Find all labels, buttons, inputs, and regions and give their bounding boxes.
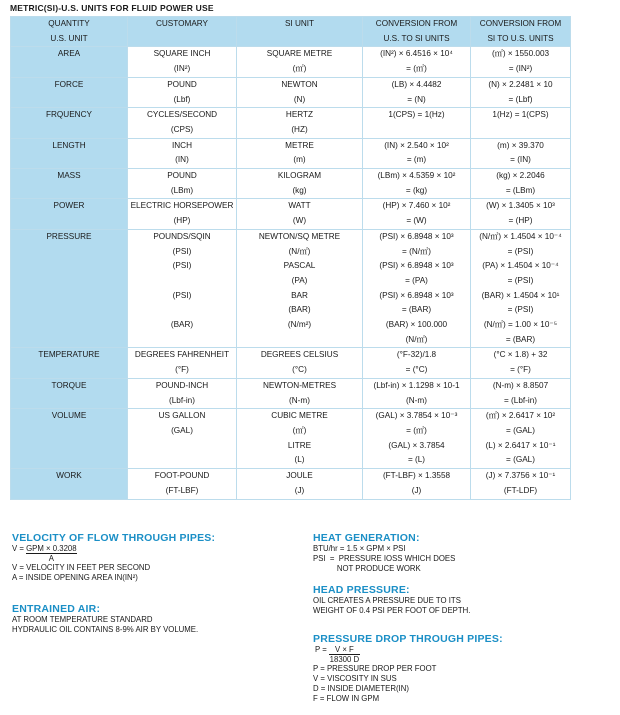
unit-cell: (kg) xyxy=(237,184,363,199)
unit-cell: (㎡) × 2.6417 × 10² xyxy=(471,409,571,424)
entrained-air-section xyxy=(12,603,302,635)
pressure-drop-fraction: $\frac{V \times F}{18300 D}$ xyxy=(329,645,360,664)
unit-cell: (N-m) × 8.8507 xyxy=(471,378,571,393)
unit-cell: (PA) × 1.4504 × 10⁻⁴ xyxy=(471,259,571,274)
header-row xyxy=(11,17,571,32)
text-line: WEIGHT OF 0.4 PSI PER FOOT OF DEPTH. xyxy=(313,606,471,615)
unit-cell: (kg) × 2.2046 xyxy=(471,169,571,184)
unit-cell: DEGREES FAHRENHEIT xyxy=(128,348,237,363)
unit-cell: = (m) xyxy=(363,153,471,168)
velocity-title: VELOCITY OF FLOW THROUGH PIPES: xyxy=(12,532,216,544)
unit-cell: (LBm) xyxy=(128,184,237,199)
pressure-drop-title: PRESSURE DROP THROUGH PIPES: xyxy=(313,633,503,645)
velocity-section xyxy=(12,532,302,583)
unit-cell: = (BAR) xyxy=(363,303,471,318)
unit-cell: (Lbf-in) × 1.1298 × 10-1 xyxy=(363,378,471,393)
unit-cell: (Lbf-in) xyxy=(128,394,237,409)
text-line: NOT PRODUCE WORK xyxy=(313,564,421,573)
head-pressure-title: HEAD PRESSURE: xyxy=(313,584,410,596)
unit-cell: (J) × 7.3756 × 10⁻¹ xyxy=(471,469,571,484)
unit-cell: (HP) xyxy=(128,214,237,229)
unit-cell: (N) xyxy=(237,93,363,108)
unit-cell xyxy=(237,333,363,348)
unit-cell: (FT-LBF) xyxy=(128,484,237,499)
quantity-cell: WORK xyxy=(11,469,128,499)
head-pressure-lines xyxy=(313,596,613,616)
unit-cell: (PA) xyxy=(237,274,363,289)
unit-cell: = (°C) xyxy=(363,363,471,378)
unit-cell: = (BAR) xyxy=(471,333,571,348)
unit-cell: (J) xyxy=(237,484,363,499)
unit-cell: = (Lbf-in) xyxy=(471,394,571,409)
unit-cell: (㎡) xyxy=(237,62,363,77)
unit-cell: (°F) xyxy=(128,363,237,378)
unit-cell: NEWTON/SQ METRE xyxy=(237,229,363,244)
unit-cell: (Lbf) xyxy=(128,93,237,108)
table-row xyxy=(11,199,571,214)
unit-cell: NEWTON xyxy=(237,77,363,92)
unit-cell: INCH xyxy=(128,138,237,153)
unit-cell: (PSI) xyxy=(128,289,237,304)
text-line: F = FLOW IN GPM xyxy=(313,694,380,703)
unit-cell: = (㎡) xyxy=(363,424,471,439)
unit-cell: (PSI) xyxy=(128,245,237,260)
unit-cell: (FT-LBF) × 1.3558 xyxy=(363,469,471,484)
unit-cell: (GAL) × 3.7854 × 10⁻³ xyxy=(363,409,471,424)
column-header: U.S. UNIT xyxy=(11,32,128,47)
unit-cell: (BAR) xyxy=(237,303,363,318)
text-line: OIL CREATES A PRESSURE DUE TO ITS xyxy=(313,596,461,605)
unit-cell: (GAL) xyxy=(128,424,237,439)
unit-cell: = (PA) xyxy=(363,274,471,289)
quantity-cell: TEMPERATURE xyxy=(11,348,128,378)
table-row xyxy=(11,77,571,92)
unit-cell: (N/㎡) xyxy=(237,245,363,260)
pressure-drop-lines xyxy=(313,664,613,704)
unit-cell: NEWTON-METRES xyxy=(237,378,363,393)
unit-cell: (IN²) xyxy=(128,62,237,77)
unit-cell: (FT-LDF) xyxy=(471,484,571,499)
unit-cell: POUND xyxy=(128,77,237,92)
pressure-drop-formula: P = $\frac{V \times F}{18300 D}$ xyxy=(315,645,360,664)
unit-cell: BAR xyxy=(237,289,363,304)
unit-cell: (㎡) × 1550.003 xyxy=(471,47,571,62)
unit-cell: = (IN²) xyxy=(471,62,571,77)
unit-cell: (IN) × 2.540 × 10² xyxy=(363,138,471,153)
unit-cell: (°F-32)/1.8 xyxy=(363,348,471,363)
unit-cell: DEGREES CELSIUS xyxy=(237,348,363,363)
unit-cell: = (㎡) xyxy=(363,62,471,77)
unit-cell: HERTZ xyxy=(237,108,363,123)
header-row xyxy=(11,32,571,47)
column-header xyxy=(128,32,237,47)
column-header: SI TO U.S. UNITS xyxy=(471,32,571,47)
text-line: AT ROOM TEMPERATURE STANDARD xyxy=(12,615,153,624)
column-header: CONVERSION FROM xyxy=(363,17,471,32)
unit-cell: (CPS) xyxy=(128,123,237,138)
quantity-cell: POWER xyxy=(11,199,128,229)
unit-cell: (LB) × 4.4482 xyxy=(363,77,471,92)
unit-cell: (N/㎡) xyxy=(363,333,471,348)
unit-cell: SQUARE INCH xyxy=(128,47,237,62)
table-row xyxy=(11,229,571,244)
unit-cell: (N-m) xyxy=(363,394,471,409)
unit-cell: (IN) xyxy=(128,153,237,168)
unit-cell: (N/㎡) × 1.4504 × 10⁻⁴ xyxy=(471,229,571,244)
unit-cell: (L) xyxy=(237,453,363,468)
unit-cell: METRE xyxy=(237,138,363,153)
quantity-cell: AREA xyxy=(11,47,128,77)
unit-cell xyxy=(128,333,237,348)
unit-cell: (N/m²) xyxy=(237,318,363,333)
column-header xyxy=(237,32,363,47)
unit-cell: (m) xyxy=(237,153,363,168)
unit-cell: FOOT-POUND xyxy=(128,469,237,484)
unit-cell: (°C × 1.8) + 32 xyxy=(471,348,571,363)
quantity-cell: FRQUENCY xyxy=(11,108,128,138)
table-row xyxy=(11,47,571,62)
table-row xyxy=(11,409,571,424)
table-row xyxy=(11,348,571,363)
unit-cell: (PSI) × 6.8948 × 10³ xyxy=(363,259,471,274)
unit-cell: POUNDS/SQIN xyxy=(128,229,237,244)
table-row xyxy=(11,138,571,153)
unit-cell: (N/㎡) = 1.00 × 10⁻⁵ xyxy=(471,318,571,333)
unit-cell: (IN²) × 6.4516 × 10⁴ xyxy=(363,47,471,62)
text-line: PSI = PRESSURE IOSS WHICH DOES xyxy=(313,554,456,563)
velocity-formula: V = $\frac{\text{GPM × 0.3208}}{A}$ xyxy=(12,544,77,563)
heat-generation-lines xyxy=(313,544,613,574)
unit-cell: = (N) xyxy=(363,93,471,108)
unit-cell: (N-m) xyxy=(237,394,363,409)
unit-cell: 1(CPS) = 1(Hz) xyxy=(363,108,471,123)
unit-cell: = (N/㎡) xyxy=(363,245,471,260)
table-row xyxy=(11,378,571,393)
unit-cell: PASCAL xyxy=(237,259,363,274)
quantity-cell: LENGTH xyxy=(11,138,128,168)
unit-cell: (°C) xyxy=(237,363,363,378)
unit-cell xyxy=(128,439,237,454)
unit-cell: = (PSI) xyxy=(471,274,571,289)
unit-cell: POUND xyxy=(128,169,237,184)
entrained-air-title: ENTRAINED AIR: xyxy=(12,603,101,615)
unit-cell: = (kg) xyxy=(363,184,471,199)
text-line: V = VISCOSITY IN SUS xyxy=(313,674,397,683)
page-title: METRIC(SI)-U.S. UNITS FOR FLUID POWER USE xyxy=(10,3,214,13)
unit-cell: (BAR) × 100.000 xyxy=(363,318,471,333)
column-header: SI UNIT xyxy=(237,17,363,32)
pressure-drop-section xyxy=(313,633,613,704)
text-line: BTU/hr = 1.5 × GPM × PSI xyxy=(313,544,406,553)
text-line: D = INSIDE DIAMETER(IN) xyxy=(313,684,409,693)
unit-cell: (㎡) xyxy=(237,424,363,439)
unit-cell: = (IN) xyxy=(471,153,571,168)
unit-cell: = (PSI) xyxy=(471,303,571,318)
unit-cell: (W) × 1.3405 × 10³ xyxy=(471,199,571,214)
text-line: HYDRAULIC OIL CONTAINS 8-9% AIR BY VOLUME. xyxy=(12,625,199,634)
unit-cell: (PSI) xyxy=(128,259,237,274)
velocity-lines xyxy=(12,563,302,583)
unit-cell: CYCLES/SECOND xyxy=(128,108,237,123)
unit-cell: (LBm) × 4.5359 × 10² xyxy=(363,169,471,184)
unit-cell: POUND-INCH xyxy=(128,378,237,393)
quantity-cell: MASS xyxy=(11,169,128,199)
unit-cell: WATT xyxy=(237,199,363,214)
unit-cell: (BAR) xyxy=(128,318,237,333)
unit-cell xyxy=(128,453,237,468)
unit-cell: JOULE xyxy=(237,469,363,484)
column-header: CUSTOMARY xyxy=(128,17,237,32)
unit-cell xyxy=(363,123,471,138)
unit-cell: (PSI) × 6.8948 × 10³ xyxy=(363,229,471,244)
unit-cell: = (Lbf) xyxy=(471,93,571,108)
table-row xyxy=(11,469,571,484)
velocity-fraction: $\frac{\text{GPM × 0.3208}}{A}$ xyxy=(26,544,77,563)
unit-cell: = (LBm) xyxy=(471,184,571,199)
unit-cell: CUBIC METRE xyxy=(237,409,363,424)
text-line: P = PRESSURE DROP PER FOOT xyxy=(313,664,437,673)
unit-cell: SQUARE METRE xyxy=(237,47,363,62)
head-pressure-section xyxy=(313,584,613,616)
unit-cell: = (W) xyxy=(363,214,471,229)
text-line: V = VELOCITY IN FEET PER SECOND xyxy=(12,563,151,572)
unit-cell: (PSI) × 6.8948 × 10³ xyxy=(363,289,471,304)
heat-generation-title: HEAT GENERATION: xyxy=(313,532,420,544)
table-row xyxy=(11,108,571,123)
unit-cell: = (PSI) xyxy=(471,245,571,260)
unit-cell: ELECTRIC HORSEPOWER xyxy=(128,199,237,214)
column-header: CONVERSION FROM xyxy=(471,17,571,32)
unit-cell: (HP) × 7.460 × 10² xyxy=(363,199,471,214)
unit-cell: (m) × 39.370 xyxy=(471,138,571,153)
unit-cell: (BAR) × 1.4504 × 10¹ xyxy=(471,289,571,304)
unit-cell xyxy=(128,274,237,289)
unit-cell xyxy=(471,123,571,138)
unit-cell: (GAL) × 3.7854 xyxy=(363,439,471,454)
unit-cell: KILOGRAM xyxy=(237,169,363,184)
quantity-cell: FORCE xyxy=(11,77,128,107)
column-header: U.S. TO SI UNITS xyxy=(363,32,471,47)
unit-cell: US GALLON xyxy=(128,409,237,424)
unit-cell: (N) × 2.2481 × 10 xyxy=(471,77,571,92)
table-row xyxy=(11,169,571,184)
unit-cell: (J) xyxy=(363,484,471,499)
unit-cell: (HZ) xyxy=(237,123,363,138)
unit-cell: = (HP) xyxy=(471,214,571,229)
unit-cell xyxy=(128,303,237,318)
unit-cell: = (L) xyxy=(363,453,471,468)
quantity-cell: VOLUME xyxy=(11,409,128,469)
unit-cell: 1(Hz) = 1(CPS) xyxy=(471,108,571,123)
unit-cell: (W) xyxy=(237,214,363,229)
unit-cell: = (°F) xyxy=(471,363,571,378)
entrained-air-lines xyxy=(12,615,302,635)
text-line: A = INSIDE OPENING AREA IN(IN²) xyxy=(12,573,138,582)
units-table xyxy=(10,16,571,500)
unit-cell: = (GAL) xyxy=(471,453,571,468)
quantity-cell: TORQUE xyxy=(11,378,128,408)
unit-cell: LITRE xyxy=(237,439,363,454)
quantity-cell: PRESSURE xyxy=(11,229,128,348)
unit-cell: (L) × 2.6417 × 10⁻¹ xyxy=(471,439,571,454)
heat-generation-section xyxy=(313,532,613,574)
column-header: QUANTITY xyxy=(11,17,128,32)
unit-cell: = (GAL) xyxy=(471,424,571,439)
